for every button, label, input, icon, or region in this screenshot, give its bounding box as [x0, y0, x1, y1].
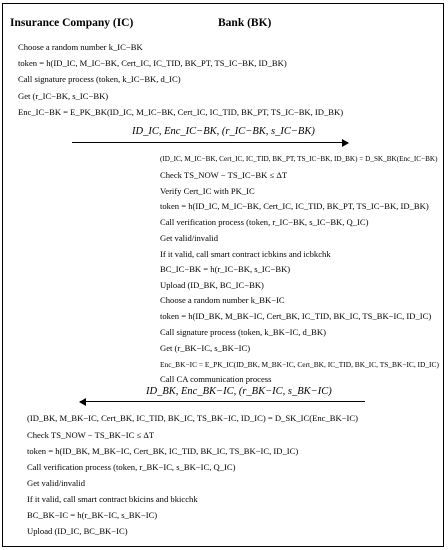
- ic-final-step-6: If it valid, call smart contract bkicins and bkicchk: [27, 494, 198, 504]
- bk-step-9: Upload (ID_BK, BC_IC−BK): [160, 280, 264, 290]
- arrow-ic-to-bk: [72, 142, 348, 143]
- bk-step-13: Get (r_BK−IC, s_BK−IC): [160, 343, 251, 353]
- ic-step-3: Call signature process (token, k_IC−BK, d_IC): [18, 74, 181, 84]
- bk-step-14: Enc_BK−IC = E_PK_IC(ID_BK, M_BK−IC, Cert_BK, IC_TID, BK_IC, TS_BK−IC, ID_IC): [160, 360, 439, 369]
- bk-step-6: Get valid/invalid: [160, 233, 218, 243]
- ic-final-step-8: Upload (ID_IC, BC_BK−IC): [27, 526, 128, 536]
- ic-final-step-5: Get valid/invalid: [27, 478, 85, 488]
- ic-final-step-2: Check TS_NOW − TS_BK−IC ≤ ΔT: [27, 430, 155, 440]
- bk-header: Bank (BK): [218, 17, 272, 29]
- bk-step-7: If it valid, call smart contract icbkins and icbkchk: [160, 249, 331, 259]
- ic-final-step-1: (ID_BK, M_BK−IC, Cert_BK, IC_TID, BK_IC, TS_BK−IC, ID_IC) = D_SK_IC(Enc_BK−IC): [27, 413, 358, 423]
- ic-step-2: token = h(ID_IC, M_IC−BK, Cert_IC, IC_TID, BK_PT, TS_IC−BK, ID_BK): [18, 58, 287, 68]
- message-bk-to-ic: ID_BK, Enc_BK−IC, (r_BK−IC, s_BK−IC): [146, 386, 332, 397]
- bk-step-8: BC_IC−BK = h(r_IC−BK, s_IC−BK): [160, 264, 291, 274]
- bk-step-2: Check TS_NOW − TS_IC−BK ≤ ΔT: [160, 170, 288, 180]
- bk-step-15: Call CA communication process: [160, 374, 272, 384]
- bk-step-3: Verify Cert_IC with PK_IC: [160, 186, 255, 196]
- ic-step-1: Choose a random number k_IC−BK: [18, 42, 143, 52]
- bk-step-5: Call verification process (token, r_IC−BK, s_IC−BK, Q_IC): [160, 217, 369, 227]
- ic-step-4: Get (r_IC−BK, s_IC−BK): [18, 91, 109, 101]
- ic-step-5: Enc_IC−BK = E_PK_BK(ID_IC, M_IC−BK, Cert_IC, IC_TID, BK_PT, TS_IC−BK, ID_BK): [18, 107, 344, 117]
- ic-header: Insurance Company (IC): [10, 17, 134, 29]
- ic-final-step-3: token = h(ID_BK, M_BK−IC, Cert_BK, IC_TID, BK_IC, TS_BK−IC, ID_IC): [27, 446, 299, 456]
- bk-step-4: token = h(ID_IC, M_IC−BK, Cert_IC, IC_TID, BK_PT, TS_IC−BK, ID_BK): [160, 201, 429, 211]
- bk-step-10: Choose a random number k_BK−IC: [160, 295, 285, 305]
- bk-step-11: token = h(ID_BK, M_BK−IC, Cert_BK, IC_TID, BK_IC, TS_BK−IC, ID_IC): [160, 311, 432, 321]
- arrow-bk-to-ic: [80, 401, 365, 402]
- ic-final-step-4: Call verification process (token, r_BK−IC, s_BK−IC, Q_IC): [27, 462, 236, 472]
- ic-final-step-7: BC_BK−IC = h(r_BK−IC, s_BK−IC): [27, 510, 158, 520]
- message-ic-to-bk: ID_IC, Enc_IC−BK, (r_IC−BK, s_IC−BK): [132, 126, 315, 137]
- bk-step-12: Call signature process (token, k_BK−IC, d_BK): [160, 327, 326, 337]
- bk-step-1: (ID_IC, M_IC−BK, Cert_IC, IC_TID, BK_PT, TS_IC−BK, ID_BK) = D_SK_BK(Enc_IC−BK): [160, 155, 438, 163]
